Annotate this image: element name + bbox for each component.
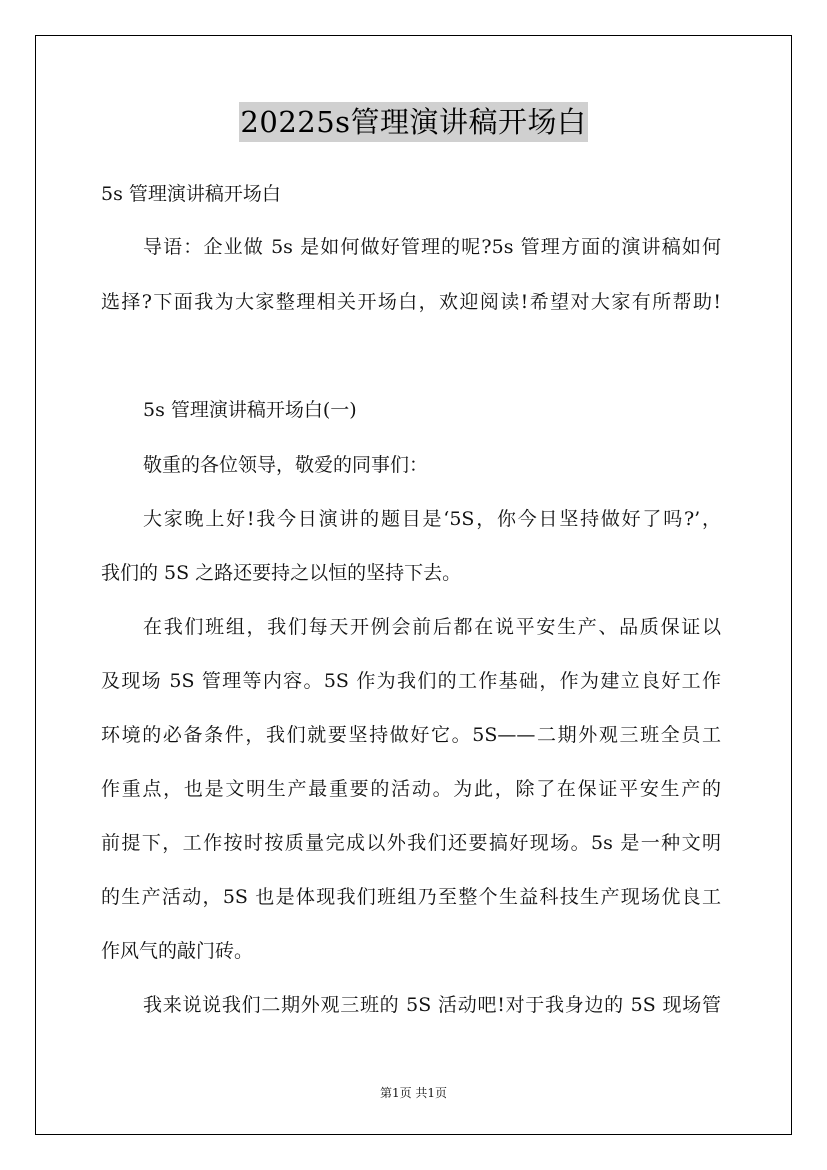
paragraph-line: 及现场 5S 管理等内容。5S 作为我们的工作基础，作为建立良好工作 — [101, 670, 721, 692]
paragraph-line: 导语：企业做 5s 是如何做好管理的呢?5s 管理方面的演讲稿如何 — [143, 236, 721, 258]
paragraph-line: 作风气的敲门砖。 — [101, 940, 254, 962]
title-container — [0, 102, 827, 142]
paragraph-line: 在我们班组，我们每天开例会前后都在说平安生产、品质保证以 — [143, 616, 721, 638]
paragraph-line: 大家晚上好!我今日演讲的题目是‘5S，你今日坚持做好了吗?’， — [143, 508, 721, 530]
salutation: 敬重的各位领导，敬爱的同事们： — [143, 454, 429, 476]
paragraph-line: 我们的 5S 之路还要持之以恒的坚持下去。 — [101, 562, 462, 584]
paragraph-line: 的生产活动，5S 也是体现我们班组乃至整个生益科技生产现场优良工 — [101, 886, 721, 908]
document-subtitle: 5s 管理演讲稿开场白 — [101, 183, 281, 205]
paragraph-line: 前提下，工作按时按质量完成以外我们还要搞好现场。5s 是一种文明 — [101, 832, 721, 854]
paragraph-line: 选择?下面我为大家整理相关开场白，欢迎阅读!希望对大家有所帮助! — [101, 291, 721, 313]
paragraph-line: 作重点，也是文明生产最重要的活动。为此，除了在保证平安生产的 — [101, 778, 721, 800]
paragraph-line: 我来说说我们二期外观三班的 5S 活动吧!对于我身边的 5S 现场管 — [143, 994, 721, 1016]
section-heading: 5s 管理演讲稿开场白(一) — [143, 399, 357, 421]
page-number: 第1页 共1页 — [379, 1086, 448, 1100]
paragraph-line: 环境的必备条件，我们就要坚持做好它。5S——二期外观三班全员工 — [101, 724, 721, 746]
document-title: 20225s管理演讲稿开场白 — [239, 102, 587, 142]
